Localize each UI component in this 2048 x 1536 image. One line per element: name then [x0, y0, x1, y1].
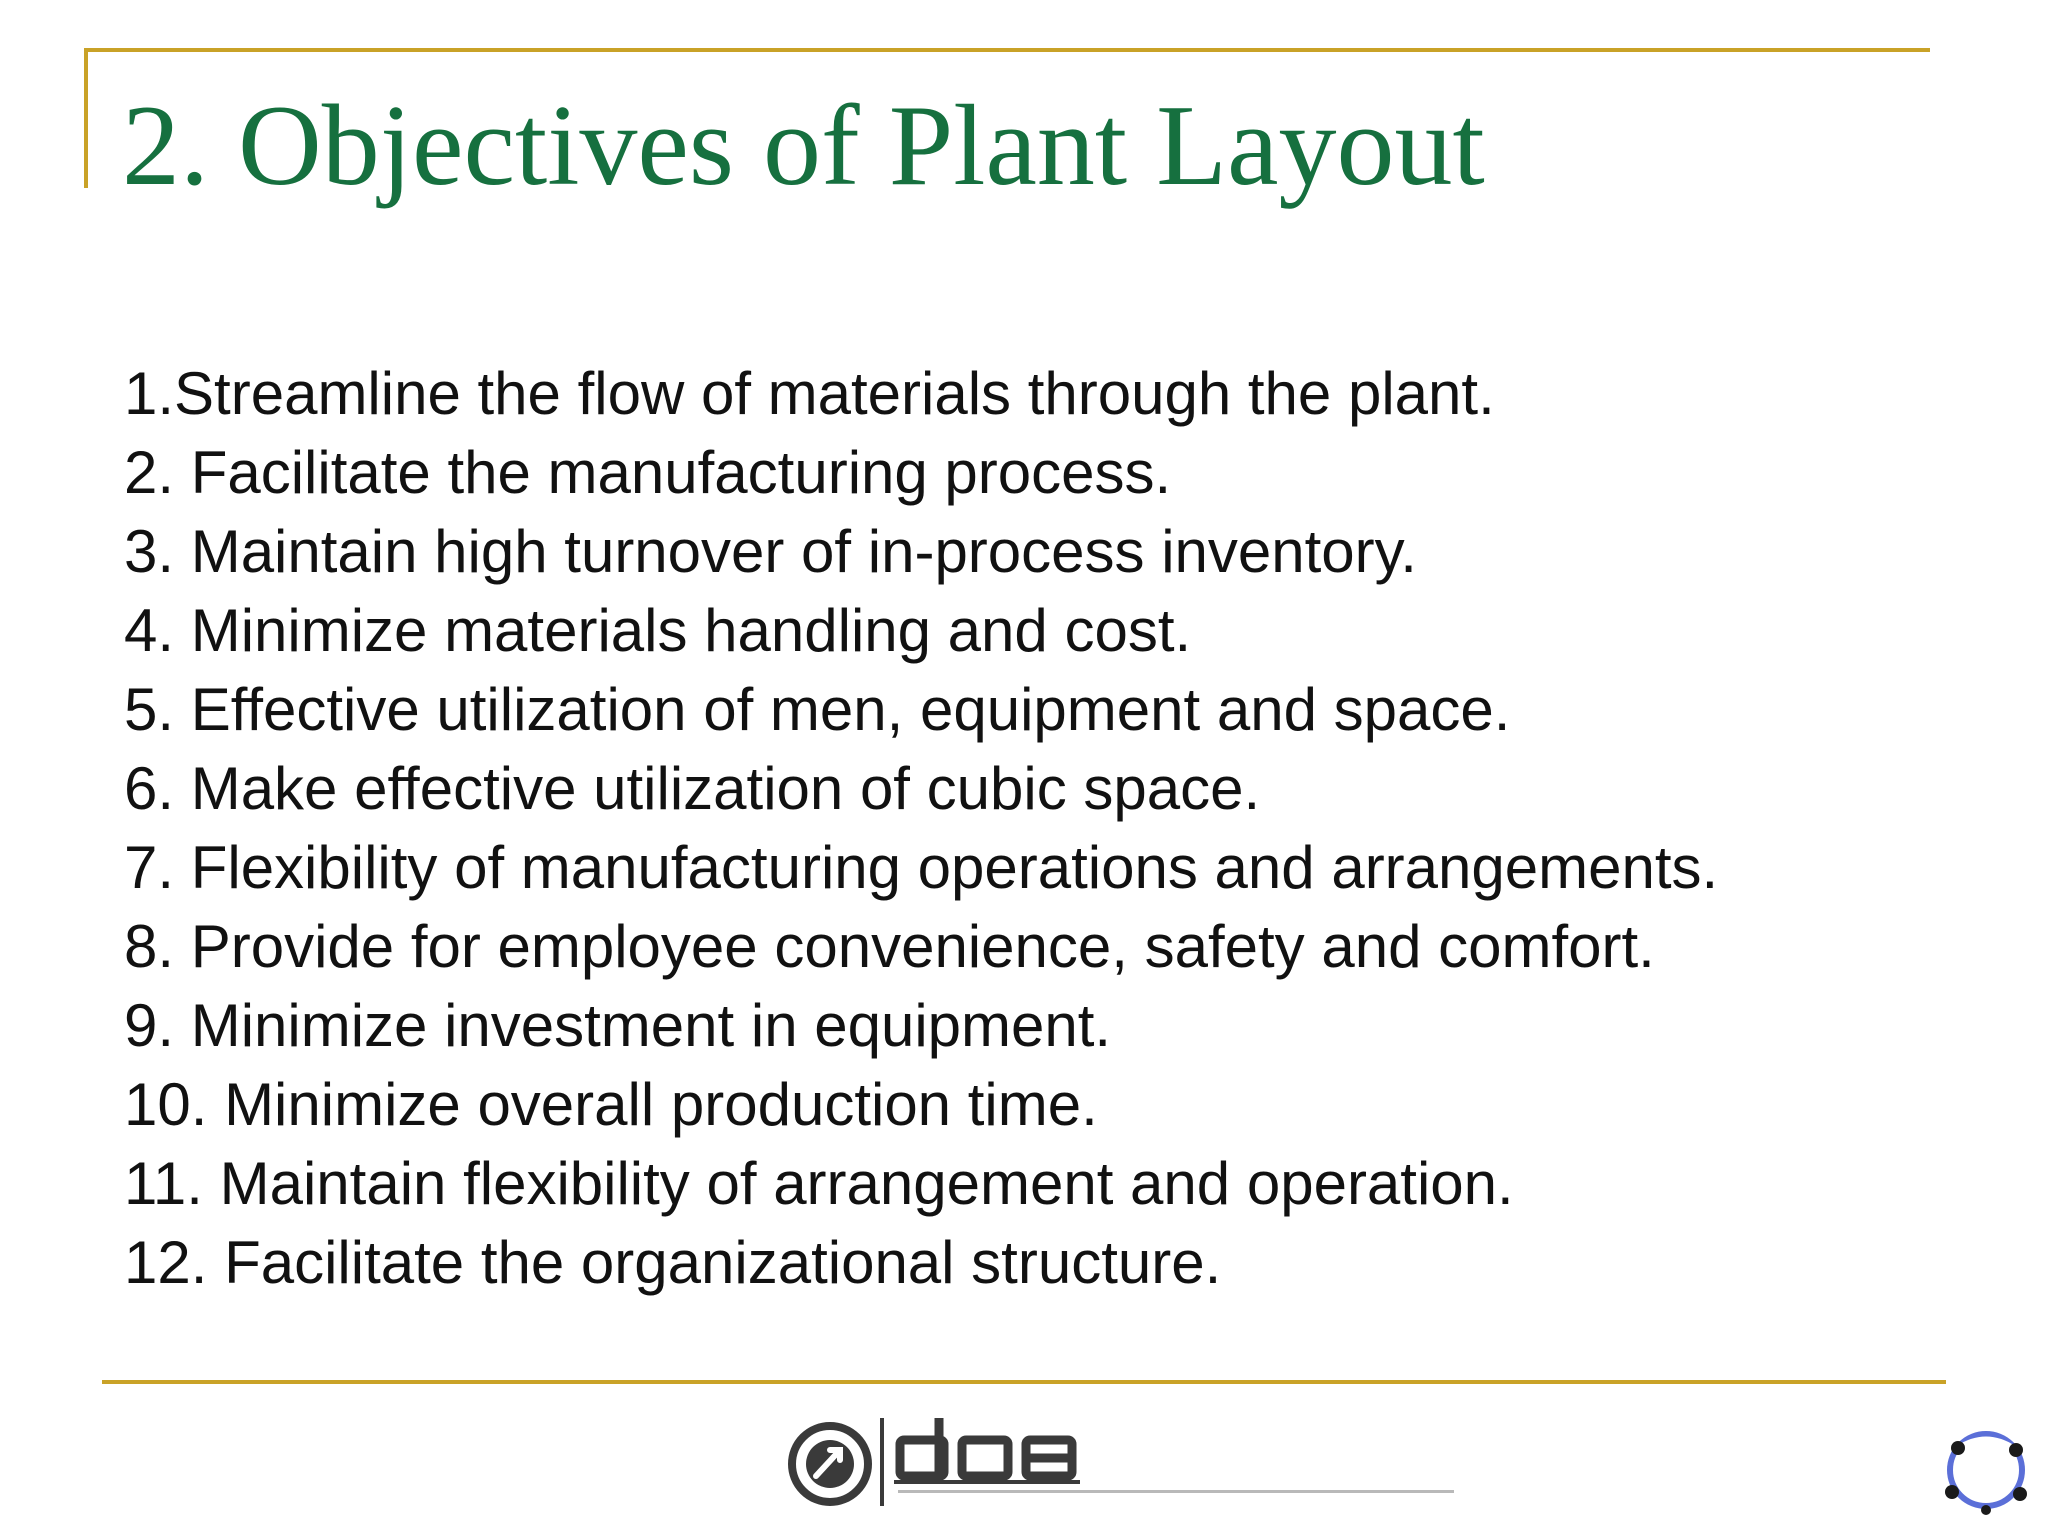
list-item: 1.Streamline the flow of materials through the plant.	[124, 360, 1495, 427]
list-item: 7. Flexibility of manufacturing operations and arrangements.	[124, 834, 1719, 901]
ring-nodes-icon	[1936, 1420, 2036, 1520]
doe-logo-icon	[786, 1410, 1466, 1514]
list-item: 11. Maintain flexibility of arrangement and operation.	[124, 1150, 1514, 1217]
objectives-list	[124, 354, 1718, 1302]
left-divider	[84, 48, 88, 188]
list-item: 5. Effective utilization of men, equipment and space.	[124, 676, 1511, 743]
list-item: 8. Provide for employee convenience, safety and comfort.	[124, 913, 1655, 980]
list-item: 3. Maintain high turnover of in-process inventory.	[124, 518, 1417, 585]
list-item: 2. Facilitate the manufacturing process.	[124, 439, 1172, 506]
list-item: 9. Minimize investment in equipment.	[124, 992, 1112, 1059]
top-divider	[84, 48, 1930, 52]
list-item: 6. Make effective utilization of cubic space.	[124, 755, 1261, 822]
slide-title: 2. Objectives of Plant Layout	[122, 82, 1485, 210]
list-item: 4. Minimize materials handling and cost.	[124, 597, 1192, 664]
bottom-divider	[102, 1380, 1946, 1384]
list-item: 12. Facilitate the organizational structure.	[124, 1229, 1222, 1296]
list-item: 10. Minimize overall production time.	[124, 1071, 1098, 1138]
